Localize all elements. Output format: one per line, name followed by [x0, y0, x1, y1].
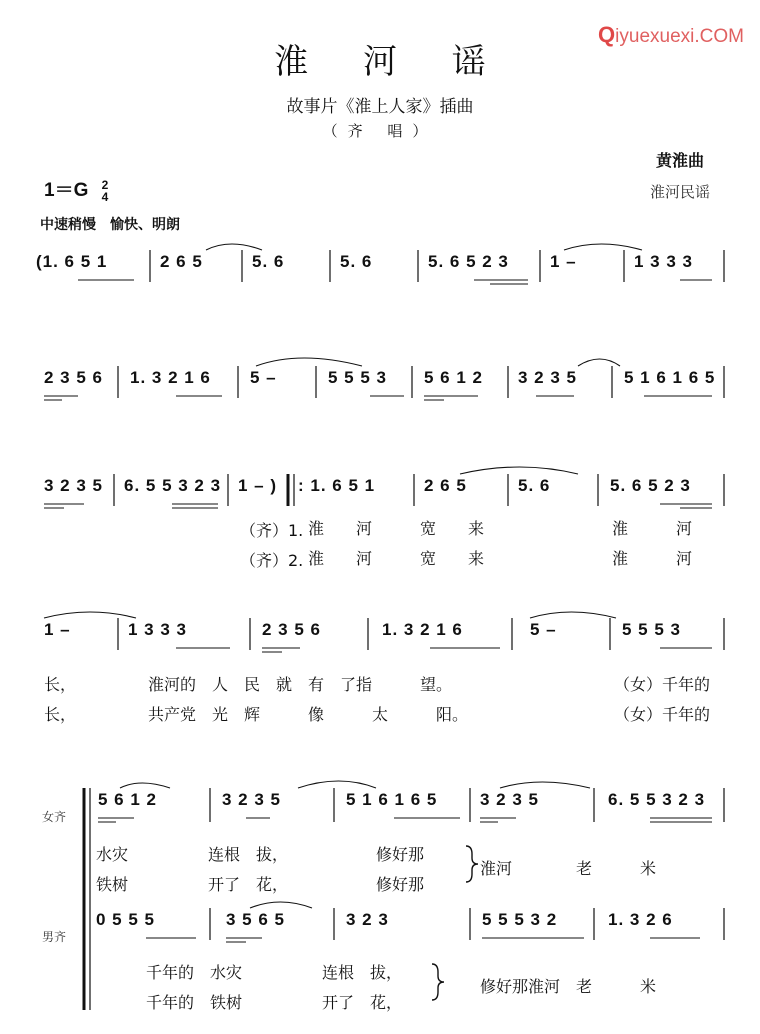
measure-4-6: 5 5 5 3: [622, 620, 681, 639]
female-entry-2: （女）千年的: [614, 705, 711, 724]
measure-3-7: 5. 6 5 2 3: [610, 476, 691, 495]
part-label-male: 男齐: [42, 930, 67, 944]
measure-3-6: 5. 6: [518, 476, 551, 495]
measure-2-1: 2 3 5 6: [44, 368, 103, 387]
measure-1-3: 5. 6: [252, 252, 285, 271]
measure-5-5: 6. 5 5 3 2 3: [608, 790, 706, 809]
measure-2-7: 5 1 6 1 6 5: [624, 368, 716, 387]
lyric-line-3: 长， 淮河的 人 民 就 有 了指 望。: [44, 675, 453, 694]
barlines-row-3: [114, 474, 724, 506]
lyric-line-7: 千年的 水灾 连根 拔，: [146, 963, 403, 982]
measure-4-4: 1. 3 2 1 6: [382, 620, 463, 639]
measure-1-7: 1 3 3 3: [634, 252, 693, 271]
female-shared-lyric: 淮河 老 米: [480, 859, 657, 878]
ties: [44, 244, 642, 908]
time-bottom: 4: [101, 189, 109, 204]
tempo-marking: 中速稍慢 愉快、明朗: [40, 217, 180, 233]
measure-3-5: 2 6 5: [424, 476, 467, 495]
measure-2-3: 5 –: [250, 368, 277, 387]
male-shared-lyric: 修好那淮河 老 米: [480, 977, 657, 996]
song-subtitle: 故事片《淮上人家》插曲: [286, 97, 474, 117]
measure-4-1: 1 –: [44, 620, 71, 639]
measure-3-2: 6. 5 5 3 2 3: [124, 476, 222, 495]
lyric-braces: [432, 846, 478, 1000]
measure-1-4: 5. 6: [340, 252, 373, 271]
measure-1-1: (1. 6 5 1: [36, 252, 108, 271]
lyric-line-1: 淮 河 宽 来 淮 河: [308, 519, 693, 538]
time-top: 2: [101, 177, 109, 192]
measure-3-4: : 1. 6 5 1: [298, 476, 376, 495]
lyric-line-8: 千年的 铁树 开了 花，: [146, 993, 403, 1012]
measure-6-2: 3 5 6 5: [226, 910, 285, 929]
lyric-line-2: 淮 河 宽 来 淮 河: [308, 549, 693, 568]
song-title: 淮 河 谣: [274, 42, 508, 82]
female-entry-1: （女）千年的: [614, 675, 711, 694]
barlines-row-1: [150, 250, 724, 282]
measure-2-2: 1. 3 2 1 6: [130, 368, 211, 387]
measure-1-2: 2 6 5: [160, 252, 203, 271]
measure-5-1: 5 6 1 2: [98, 790, 157, 809]
barlines-row-6: [210, 908, 724, 940]
measure-2-6: 3 2 3 5: [518, 368, 577, 387]
verse-marker-2: （齐）2.: [240, 551, 304, 570]
barlines-row-4: [118, 618, 724, 650]
measure-6-3: 3 2 3: [346, 910, 389, 929]
measure-6-5: 1. 3 2 6: [608, 910, 673, 929]
measure-2-5: 5 6 1 2: [424, 368, 483, 387]
measure-2-4: 5 5 5 3: [328, 368, 387, 387]
key-label: 1＝G: [44, 180, 89, 201]
measure-4-5: 5 –: [530, 620, 557, 639]
composer: 黄淮曲: [656, 151, 705, 170]
part-label-female: 女齐: [42, 810, 67, 824]
measure-5-4: 3 2 3 5: [480, 790, 539, 809]
lyric-line-5: 水灾 连根 拔， 修好那: [96, 845, 425, 864]
measure-5-3: 5 1 6 1 6 5: [346, 790, 438, 809]
measure-4-2: 1 3 3 3: [128, 620, 187, 639]
measure-6-1: 0 5 5 5: [96, 910, 155, 929]
measure-1-6: 1 –: [550, 252, 577, 271]
measure-1-5: 5. 6 5 2 3: [428, 252, 509, 271]
measure-5-2: 3 2 3 5: [222, 790, 281, 809]
lyric-line-4: 长， 共产党 光 辉 像 太 阳。: [44, 705, 469, 724]
measure-4-3: 2 3 5 6: [262, 620, 321, 639]
measure-6-4: 5 5 5 3 2: [482, 910, 558, 929]
measure-3-1: 3 2 3 5: [44, 476, 103, 495]
lyric-line-6: 铁树 开了 花， 修好那: [96, 875, 425, 894]
barlines-row-2: [118, 366, 724, 398]
barlines-row-5: [84, 788, 724, 1010]
song-source: 淮河民谣: [650, 183, 711, 201]
verse-marker-1: （齐）1.: [240, 521, 304, 540]
site-watermark: Qiyuexuexi.COM: [598, 22, 744, 47]
singing-style: （齐 唱）: [322, 122, 438, 140]
measure-3-3: 1 – ): [238, 476, 278, 495]
